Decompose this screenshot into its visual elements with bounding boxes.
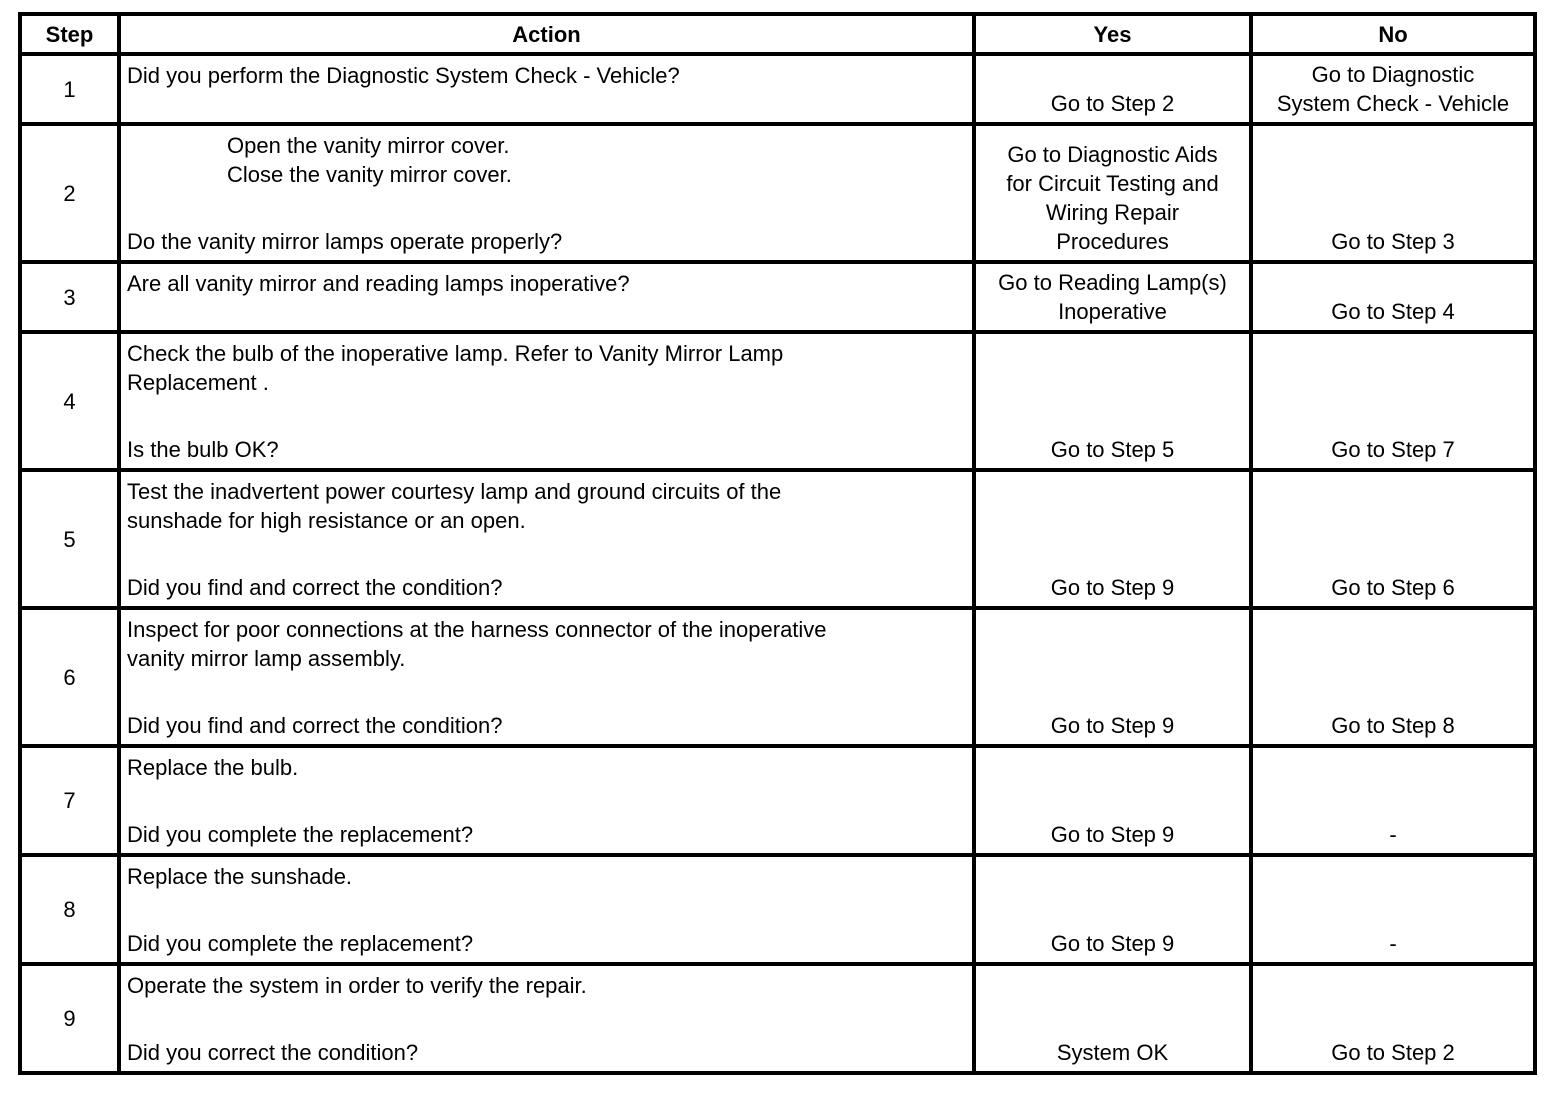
no-cell [1251,124,1535,262]
diagnostic-table [18,12,1537,1075]
action-text: Operate the system in order to verify the repair. [127,973,587,998]
action-cell [119,262,974,332]
action-line: Inspect for poor connections at the harness connector of the inoperative [127,617,827,642]
table-row [20,470,1535,608]
no-link[interactable]: Go to Step 3 [1331,229,1455,254]
no-link[interactable]: Go to Step 6 [1331,575,1455,600]
no-value: - [1389,822,1397,847]
action-question: Did you find and correct the condition? [127,575,503,600]
action-cell [119,470,974,608]
yes-link[interactable]: Go to Step 9 [1050,822,1175,847]
yes-link-line[interactable]: Go to Diagnostic Aids [1007,142,1218,167]
action-cell [119,964,974,1073]
yes-cell [974,54,1251,124]
action-text: Replace the bulb. [127,755,299,780]
action-line: vanity mirror lamp assembly. [127,646,406,671]
action-cell [119,124,974,262]
no-cell [1251,470,1535,608]
no-cell [1251,262,1535,332]
action-question: Did you complete the replacement? [127,822,474,847]
no-link[interactable]: Go to Step 4 [1331,299,1455,324]
no-cell [1251,54,1535,124]
step-number: 1 [20,54,119,124]
step-number: 9 [20,964,119,1073]
table-row [20,855,1535,964]
action-cell [119,332,974,470]
action-text: Did you perform the Diagnostic System Check - Vehicle? [127,63,680,88]
yes-link-line[interactable]: Wiring Repair [1045,200,1180,225]
header-no: No [1251,14,1535,54]
action-line: sunshade for high resistance or an open. [127,508,526,533]
header-action: Action [119,14,974,54]
action-line: Check the bulb of the inoperative lamp. Refer to Vanity Mirror Lamp [127,341,784,366]
yes-cell [974,746,1251,855]
header-yes: Yes [974,14,1251,54]
step-number: 5 [20,470,119,608]
yes-link-line[interactable]: Procedures [1056,229,1169,254]
step-number: 8 [20,855,119,964]
action-cell [119,746,974,855]
yes-link[interactable]: Go to Step 5 [1050,437,1175,462]
no-link-line[interactable]: Go to Diagnostic [1311,62,1475,87]
no-cell [1251,964,1535,1073]
no-cell [1251,855,1535,964]
yes-cell [974,262,1251,332]
sub-step: Close the vanity mirror cover. [227,162,512,187]
yes-link[interactable]: Go to Step 9 [1050,931,1175,956]
action-line: Test the inadvertent power courtesy lamp and ground circuits of the [127,479,782,504]
no-cell [1251,608,1535,746]
action-question: Did you complete the replacement? [127,931,474,956]
yes-cell [974,855,1251,964]
no-link[interactable]: Go to Step 7 [1331,437,1455,462]
header-step: Step [20,14,119,54]
action-question: Do the vanity mirror lamps operate properly? [127,229,563,254]
action-cell [119,54,974,124]
yes-link[interactable]: System OK [1056,1040,1169,1065]
action-text: Are all vanity mirror and reading lamps inoperative? [127,271,630,296]
no-cell [1251,332,1535,470]
yes-link-line[interactable]: Go to Reading Lamp(s) [998,270,1227,295]
action-text: Replace the sunshade. [127,864,353,889]
yes-link-line[interactable]: Inoperative [1058,299,1167,324]
header-row [20,14,1535,54]
yes-cell [974,470,1251,608]
yes-link[interactable]: Go to Step 9 [1050,713,1175,738]
table-row [20,54,1535,124]
yes-cell [974,964,1251,1073]
action-line: Replacement . [127,370,269,395]
table-row [20,608,1535,746]
yes-cell [974,608,1251,746]
step-number: 4 [20,332,119,470]
yes-link[interactable]: Go to Step 2 [1050,91,1175,116]
no-link[interactable]: Go to Step 8 [1331,713,1455,738]
no-cell [1251,746,1535,855]
action-question: Did you correct the condition? [127,1040,419,1065]
yes-link[interactable]: Go to Step 9 [1050,575,1175,600]
no-link[interactable]: Go to Step 2 [1331,1040,1455,1065]
action-question: Is the bulb OK? [127,437,279,462]
action-question: Did you find and correct the condition? [127,713,503,738]
step-number: 7 [20,746,119,855]
step-number: 2 [20,124,119,262]
table-row [20,746,1535,855]
action-cell [119,608,974,746]
yes-cell [974,124,1251,262]
yes-cell [974,332,1251,470]
table-row [20,262,1535,332]
sub-step: Open the vanity mirror cover. [227,133,510,158]
no-link-line[interactable]: System Check - Vehicle [1276,91,1510,116]
table-row [20,332,1535,470]
step-number: 3 [20,262,119,332]
step-number: 6 [20,608,119,746]
table-row [20,124,1535,262]
table-row [20,964,1535,1073]
no-value: - [1389,931,1397,956]
action-cell [119,855,974,964]
yes-link-line[interactable]: for Circuit Testing and [1006,171,1219,196]
